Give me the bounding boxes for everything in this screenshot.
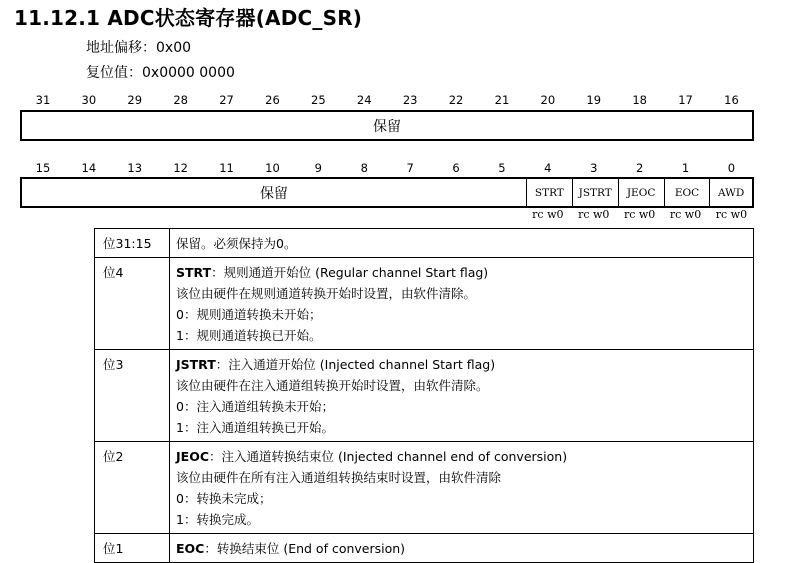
description-line: 该位由硬件在注入通道组转换开始时设置，由软件清除。 — [176, 378, 489, 393]
table-row — [95, 350, 754, 442]
field-title: ：注入通道转换结束位 (Injected channel end of conversion) — [209, 449, 568, 464]
bit-number: 1 — [681, 161, 690, 175]
description-line: 0：规则通道转换未开始； — [176, 307, 322, 322]
description-line: 该位由硬件在规则通道转换开始时设置，由软件清除。 — [176, 286, 477, 301]
field-eoc: EOC — [665, 179, 711, 206]
table-row — [95, 229, 754, 258]
bit-number: 15 — [35, 161, 51, 175]
bit-description-table — [94, 228, 754, 563]
description-line: 1：规则通道转换已开始。 — [176, 328, 322, 343]
bit-number: 9 — [314, 161, 322, 175]
description-line: 保留。必须保持为0。 — [176, 236, 297, 251]
description-line: 0：转换未完成； — [176, 491, 272, 506]
bit-number: 18 — [632, 93, 647, 107]
bit-number: 14 — [81, 161, 97, 175]
bit-number: 28 — [173, 93, 188, 107]
field-name: EOC — [176, 541, 205, 556]
bit-description — [170, 534, 754, 563]
bit-number: 13 — [127, 161, 143, 175]
access-jeoc: rc w0 — [623, 208, 656, 221]
bit-number: 24 — [356, 93, 372, 107]
bit-number: 0 — [727, 161, 736, 175]
description-line: 1：注入通道组转换已开始。 — [176, 420, 334, 435]
bit-number: 22 — [448, 93, 464, 107]
bit-number: 21 — [494, 93, 510, 107]
reset-value: 复位值：0x0000 0000 — [86, 65, 235, 81]
description-line: 该位由硬件在所有注入通道组转换结束时设置，由软件清除 — [176, 470, 502, 485]
bit-number: 17 — [678, 93, 693, 107]
access-jstrt: rc w0 — [578, 208, 610, 221]
bit-description — [170, 229, 754, 258]
bit-number: 2 — [635, 161, 644, 175]
field-jstrt: JSTRT — [573, 179, 619, 206]
bit-number: 8 — [360, 161, 368, 175]
bit-number: 3 — [590, 161, 598, 175]
access-types — [20, 208, 754, 222]
access-awd: rc w0 — [715, 208, 748, 221]
field-name: JSTRT — [176, 357, 216, 372]
bit-number: 4 — [544, 161, 552, 175]
upper-register-row — [20, 110, 754, 141]
bit-number: 23 — [402, 93, 418, 107]
bit-number: 25 — [311, 93, 326, 107]
field-title: ：规则通道开始位 (Regular channel Start flag) — [211, 265, 489, 280]
bit-number: 12 — [173, 161, 188, 175]
lower-bit-numbers — [20, 161, 754, 177]
field-awd: AWD — [717, 186, 745, 199]
access-strt: rc w0 — [532, 208, 564, 221]
field-name: STRT — [176, 265, 212, 280]
bit-label: 位1 — [95, 534, 170, 563]
address-offset: 地址偏移：0x00 — [86, 40, 192, 56]
table-row — [95, 258, 754, 350]
bit-number: 7 — [406, 161, 414, 175]
bit-number: 29 — [127, 93, 143, 107]
field-strt: STRT — [527, 179, 573, 206]
field-title: ：转换结束位 (End of conversion) — [204, 541, 406, 556]
bit-number: 5 — [498, 161, 506, 175]
field-jeoc: JEOC — [619, 179, 665, 206]
section-title: 11.12.1 ADC状态寄存器(ADC_SR) — [14, 6, 363, 30]
bit-number: 6 — [452, 161, 460, 175]
lower-reserved-field: 保留 — [22, 179, 527, 206]
table-row — [95, 534, 754, 563]
bit-label: 位2 — [95, 442, 170, 534]
lower-register-row — [20, 177, 754, 208]
bit-label: 位3 — [95, 350, 170, 442]
bit-number: 26 — [265, 93, 280, 107]
description-line: 1：转换完成。 — [176, 512, 259, 527]
field-name: JEOC — [176, 449, 209, 464]
bit-label: 位4 — [95, 258, 170, 350]
bit-description — [170, 258, 754, 350]
bit-number: 10 — [265, 161, 280, 175]
bit-number: 19 — [586, 93, 602, 107]
bit-number: 16 — [724, 93, 739, 107]
bit-number: 31 — [35, 93, 51, 107]
bit-label: 位31:15 — [95, 229, 170, 258]
bit-number: 11 — [219, 161, 234, 175]
table-row — [95, 442, 754, 534]
field-title: ：注入通道开始位 (Injected channel Start flag) — [215, 357, 496, 372]
description-line: 0：注入通道组转换未开始； — [176, 399, 334, 414]
bit-description — [170, 442, 754, 534]
bit-number: 20 — [540, 93, 556, 107]
bit-number: 27 — [219, 93, 234, 107]
bit-description — [170, 350, 754, 442]
access-eoc: rc w0 — [669, 208, 702, 221]
bit-number: 30 — [81, 93, 97, 107]
upper-reserved-field: 保留 — [373, 118, 401, 135]
upper-bit-numbers — [20, 93, 754, 109]
